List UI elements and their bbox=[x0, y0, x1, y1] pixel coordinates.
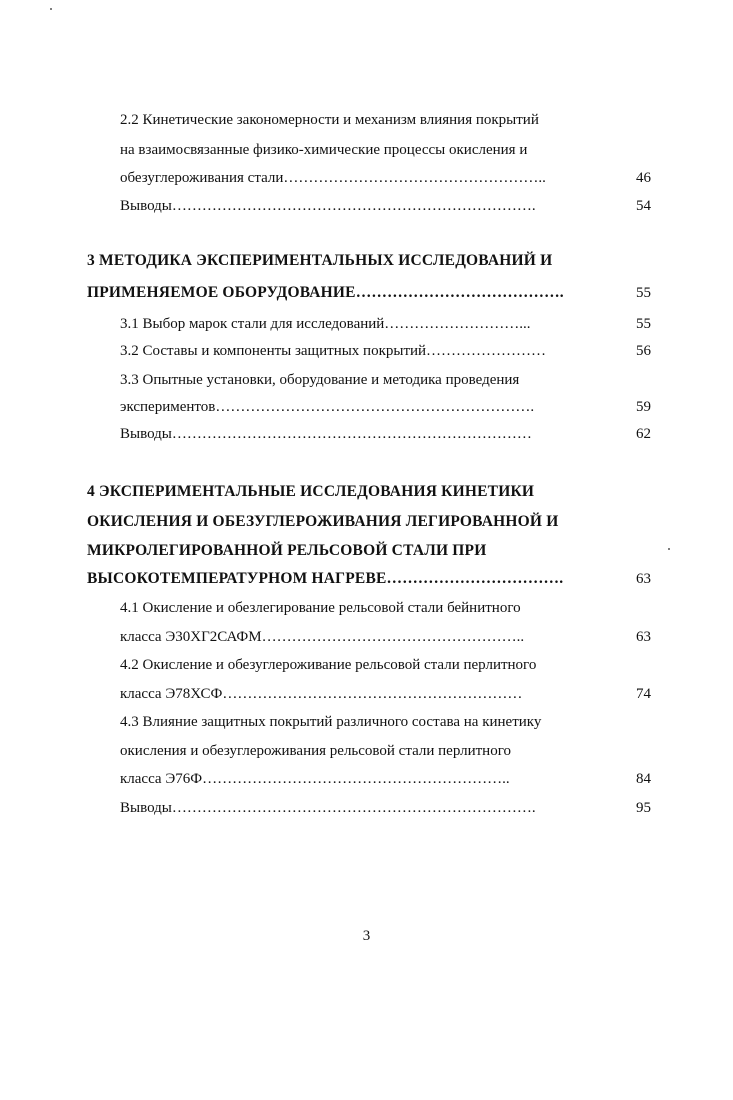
toc-entry-text: 4.2 Окисление и обезуглероживание рельсовой стали перлитного bbox=[120, 657, 537, 673]
toc-entry-text: класса Э78ХСФ…………………………………………………… bbox=[120, 686, 523, 702]
toc-chapter-heading: ОКИСЛЕНИЯ И ОБЕЗУГЛЕРОЖИВАНИЯ ЛЕГИРОВАННОЙ И bbox=[87, 513, 559, 530]
toc-entry-text: окисления и обезуглероживания рельсовой стали перлитного bbox=[120, 743, 511, 759]
toc-entry-text: 4.1 Окисление и обезлегирование рельсовой стали бейнитного bbox=[120, 600, 521, 616]
toc-chapter-heading: 3 МЕТОДИКА ЭКСПЕРИМЕНТАЛЬНЫХ ИССЛЕДОВАНИЙ И bbox=[87, 252, 553, 269]
toc-entry-text: экспериментов………………………………………………………. bbox=[120, 399, 535, 415]
toc-entry-text: 4.3 Влияние защитных покрытий различного состава на кинетику bbox=[120, 714, 542, 730]
toc-entry-text: класса Э76Ф…………………………………………………….. bbox=[120, 771, 510, 787]
toc-page-number: 59 bbox=[636, 399, 651, 415]
toc-page-number: 54 bbox=[636, 198, 651, 214]
toc-entry-text: на взаимосвязанные физико-химические процессы окисления и bbox=[120, 142, 528, 158]
scan-speck bbox=[50, 8, 52, 10]
toc-page-number: 74 bbox=[636, 686, 651, 702]
toc-page-number: 63 bbox=[636, 571, 651, 587]
toc-page-number: 63 bbox=[636, 629, 651, 645]
toc-page-number: 46 bbox=[636, 170, 651, 186]
toc-entry-text: Выводы………………………………………………………………. bbox=[120, 800, 536, 816]
page-number: 3 bbox=[362, 928, 371, 944]
toc-chapter-heading: ПРИМЕНЯЕМОЕ ОБОРУДОВАНИЕ…………………………………. bbox=[87, 284, 564, 301]
toc-entry-text: 2.2 Кинетические закономерности и механизм влияния покрытий bbox=[120, 112, 539, 128]
toc-entry-text: обезуглероживания стали…………………………………………….. bbox=[120, 170, 546, 186]
toc-entry-text: 3.1 Выбор марок стали для исследований………………………... bbox=[120, 316, 531, 332]
toc-page-number: 55 bbox=[636, 316, 651, 332]
toc-chapter-heading: МИКРОЛЕГИРОВАННОЙ РЕЛЬСОВОЙ СТАЛИ ПРИ bbox=[87, 542, 487, 559]
toc-page-number: 95 bbox=[636, 800, 651, 816]
toc-chapter-heading: 4 ЭКСПЕРИМЕНТАЛЬНЫЕ ИССЛЕДОВАНИЯ КИНЕТИКИ bbox=[87, 483, 535, 500]
toc-page-number: 55 bbox=[636, 285, 651, 301]
toc-entry-text: Выводы………………………………………………………………. bbox=[120, 198, 536, 214]
toc-entry-text: класса Э30ХГ2САФМ…………………………………………….. bbox=[120, 629, 525, 645]
scan-speck bbox=[668, 548, 670, 550]
toc-entry-text: Выводы……………………………………………………………… bbox=[120, 426, 532, 442]
toc-chapter-heading: ВЫСОКОТЕМПЕРАТУРНОМ НАГРЕВЕ……………………………. bbox=[87, 570, 564, 587]
toc-page-number: 62 bbox=[636, 426, 651, 442]
toc-entry-text: 3.3 Опытные установки, оборудование и методика проведения bbox=[120, 372, 520, 388]
toc-page-number: 84 bbox=[636, 771, 651, 787]
toc-page-number: 56 bbox=[636, 343, 651, 359]
toc-entry-text: 3.2 Составы и компоненты защитных покрытий…………………… bbox=[120, 343, 547, 359]
